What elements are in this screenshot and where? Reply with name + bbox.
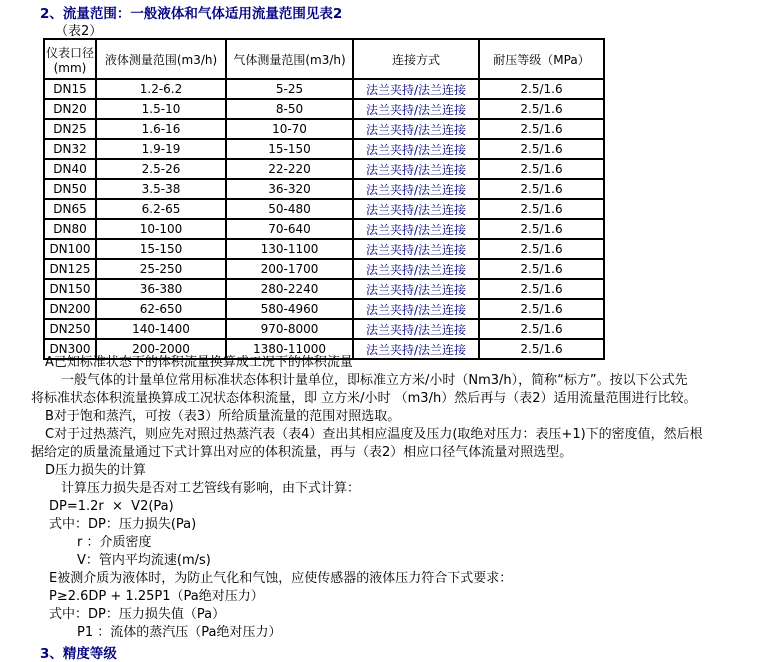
paragraph-line: P≥2.6DP + 1.25P1（Pa绝对压力）	[49, 589, 264, 604]
col-header-diameter	[44, 39, 96, 79]
cell-liquid-range: 62-650	[96, 299, 226, 319]
paragraph-line: 式中：DP：压力损失(Pa)	[49, 517, 197, 532]
cell-diameter: DN20	[44, 99, 96, 119]
table-row	[44, 119, 604, 139]
cell-liquid-range: 1.2-6.2	[96, 79, 226, 99]
paragraph-line: 一般气体的计量单位常用标准状态体积计量单位，即标准立方米/小时（Nm3/h），简称“标方”。按以下公式先	[61, 373, 688, 388]
cell-liquid-range: 10-100	[96, 219, 226, 239]
cell-gas-range: 5-25	[226, 79, 353, 99]
table-row	[44, 79, 604, 99]
cell-gas-range: 70-640	[226, 219, 353, 239]
cell-gas-range: 15-150	[226, 139, 353, 159]
table-row	[44, 139, 604, 159]
cell-diameter: DN32	[44, 139, 96, 159]
paragraph-line: V：管内平均流速(m/s)	[77, 553, 211, 568]
cell-diameter: DN250	[44, 319, 96, 339]
paragraph-line: C对于过热蒸汽，则应先对照过热蒸汽表（表4）查出其相应温度及压力(取绝对压力：表压+1)下的密度值，然后根	[45, 427, 703, 442]
table-row	[44, 239, 604, 259]
cell-liquid-range: 2.5-26	[96, 159, 226, 179]
cell-liquid-range: 36-380	[96, 279, 226, 299]
table-row	[44, 219, 604, 239]
cell-pressure-rating: 2.5/1.6	[479, 299, 604, 319]
paragraph-line: P1 ：流体的蒸汽压（Pa绝对压力）	[77, 625, 282, 640]
cell-liquid-range: 200-2000	[96, 339, 226, 359]
cell-diameter: DN125	[44, 259, 96, 279]
paragraph-line: 式中：DP：压力损失值（Pa）	[49, 607, 226, 622]
cell-connection: 法兰夹持/法兰连接	[353, 119, 479, 139]
table-row	[44, 179, 604, 199]
paragraph-line: D压力损失的计算	[45, 463, 147, 478]
cell-diameter: DN100	[44, 239, 96, 259]
cell-diameter: DN300	[44, 339, 96, 359]
table-row	[44, 159, 604, 179]
cell-liquid-range: 1.5-10	[96, 99, 226, 119]
cell-connection: 法兰夹持/法兰连接	[353, 199, 479, 219]
cell-diameter: DN200	[44, 299, 96, 319]
cell-pressure-rating: 2.5/1.6	[479, 339, 604, 359]
paragraph-line: 据给定的质量流量通过下式计算出对应的体积流量，再与（表2）相应口径气体流量对照选型。	[31, 445, 573, 460]
next-section-heading-partial: 3、精度等级	[40, 646, 117, 662]
cell-gas-range: 1380-11000	[226, 339, 353, 359]
cell-connection: 法兰夹持/法兰连接	[353, 239, 479, 259]
cell-gas-range: 280-2240	[226, 279, 353, 299]
cell-gas-range: 200-1700	[226, 259, 353, 279]
cell-connection: 法兰夹持/法兰连接	[353, 99, 479, 119]
cell-gas-range: 8-50	[226, 99, 353, 119]
paragraph-line: DP=1.2r × V2(Pa)	[49, 499, 174, 514]
cell-connection: 法兰夹持/法兰连接	[353, 279, 479, 299]
cell-liquid-range: 1.9-19	[96, 139, 226, 159]
cell-liquid-range: 25-250	[96, 259, 226, 279]
cell-diameter: DN80	[44, 219, 96, 239]
cell-pressure-rating: 2.5/1.6	[479, 139, 604, 159]
cell-liquid-range: 3.5-38	[96, 179, 226, 199]
table-row	[44, 279, 604, 299]
cell-pressure-rating: 2.5/1.6	[479, 159, 604, 179]
cell-connection: 法兰夹持/法兰连接	[353, 219, 479, 239]
cell-diameter: DN50	[44, 179, 96, 199]
cell-pressure-rating: 2.5/1.6	[479, 119, 604, 139]
cell-pressure-rating: 2.5/1.6	[479, 279, 604, 299]
cell-liquid-range: 15-150	[96, 239, 226, 259]
cell-diameter: DN150	[44, 279, 96, 299]
cell-diameter: DN25	[44, 119, 96, 139]
cell-diameter: DN40	[44, 159, 96, 179]
table-row	[44, 299, 604, 319]
cell-gas-range: 580-4960	[226, 299, 353, 319]
cell-connection: 法兰夹持/法兰连接	[353, 79, 479, 99]
table-row	[44, 99, 604, 119]
col-header-diameter-line2: (mm)	[53, 60, 87, 75]
cell-gas-range: 130-1100	[226, 239, 353, 259]
cell-connection: 法兰夹持/法兰连接	[353, 299, 479, 319]
table-row	[44, 319, 604, 339]
cell-diameter: DN15	[44, 79, 96, 99]
table-row	[44, 259, 604, 279]
cell-pressure-rating: 2.5/1.6	[479, 179, 604, 199]
cell-liquid-range: 6.2-65	[96, 199, 226, 219]
cell-liquid-range: 1.6-16	[96, 119, 226, 139]
cell-connection: 法兰夹持/法兰连接	[353, 319, 479, 339]
cell-pressure-rating: 2.5/1.6	[479, 199, 604, 219]
cell-pressure-rating: 2.5/1.6	[479, 99, 604, 119]
paragraph-line: 将标准状态体积流量换算成工况状态体积流量，即 立方米/小时 （m3/h）然后再与（表2）适用流量范围进行比较。	[31, 391, 697, 406]
col-header-gas-range: 气体测量范围(m3/h)	[226, 39, 353, 79]
table-row	[44, 199, 604, 219]
cell-gas-range: 970-8000	[226, 319, 353, 339]
paragraph-line: A已知标准状态下的体积流量换算成工况下的体积流量	[45, 355, 353, 370]
paragraph-line: B对于饱和蒸汽，可按（表3）所给质量流量的范围对照选取。	[45, 409, 401, 424]
body-text	[31, 354, 769, 642]
cell-liquid-range: 140-1400	[96, 319, 226, 339]
cell-pressure-rating: 2.5/1.6	[479, 259, 604, 279]
paragraph-line: E被测介质为液体时，为防止气化和气蚀，应使传感器的液体压力符合下式要求：	[49, 571, 513, 586]
cell-connection: 法兰夹持/法兰连接	[353, 159, 479, 179]
paragraph-line: r ：介质密度	[77, 535, 152, 550]
table-header-row	[44, 39, 604, 79]
col-header-diameter-line1: 仪表口径	[45, 45, 94, 60]
cell-gas-range: 10-70	[226, 119, 353, 139]
cell-connection: 法兰夹持/法兰连接	[353, 259, 479, 279]
paragraph-line: 计算压力损失是否对工艺管线有影响，由下式计算：	[61, 481, 361, 496]
cell-gas-range: 50-480	[226, 199, 353, 219]
col-header-connection: 连接方式	[353, 39, 479, 79]
col-header-pressure-rating: 耐压等级（MPa）	[479, 39, 604, 79]
cell-diameter: DN65	[44, 199, 96, 219]
flow-range-table	[43, 38, 605, 360]
cell-pressure-rating: 2.5/1.6	[479, 79, 604, 99]
cell-pressure-rating: 2.5/1.6	[479, 319, 604, 339]
cell-connection: 法兰夹持/法兰连接	[353, 179, 479, 199]
cell-pressure-rating: 2.5/1.6	[479, 219, 604, 239]
cell-gas-range: 22-220	[226, 159, 353, 179]
cell-connection: 法兰夹持/法兰连接	[353, 339, 479, 359]
cell-connection: 法兰夹持/法兰连接	[353, 139, 479, 159]
col-header-liquid-range: 液体测量范围(m3/h)	[96, 39, 226, 79]
section-title: 2、流量范围：一般液体和气体适用流量范围见表2	[40, 6, 343, 22]
cell-gas-range: 36-320	[226, 179, 353, 199]
table-caption: （表2）	[55, 24, 103, 39]
cell-pressure-rating: 2.5/1.6	[479, 239, 604, 259]
